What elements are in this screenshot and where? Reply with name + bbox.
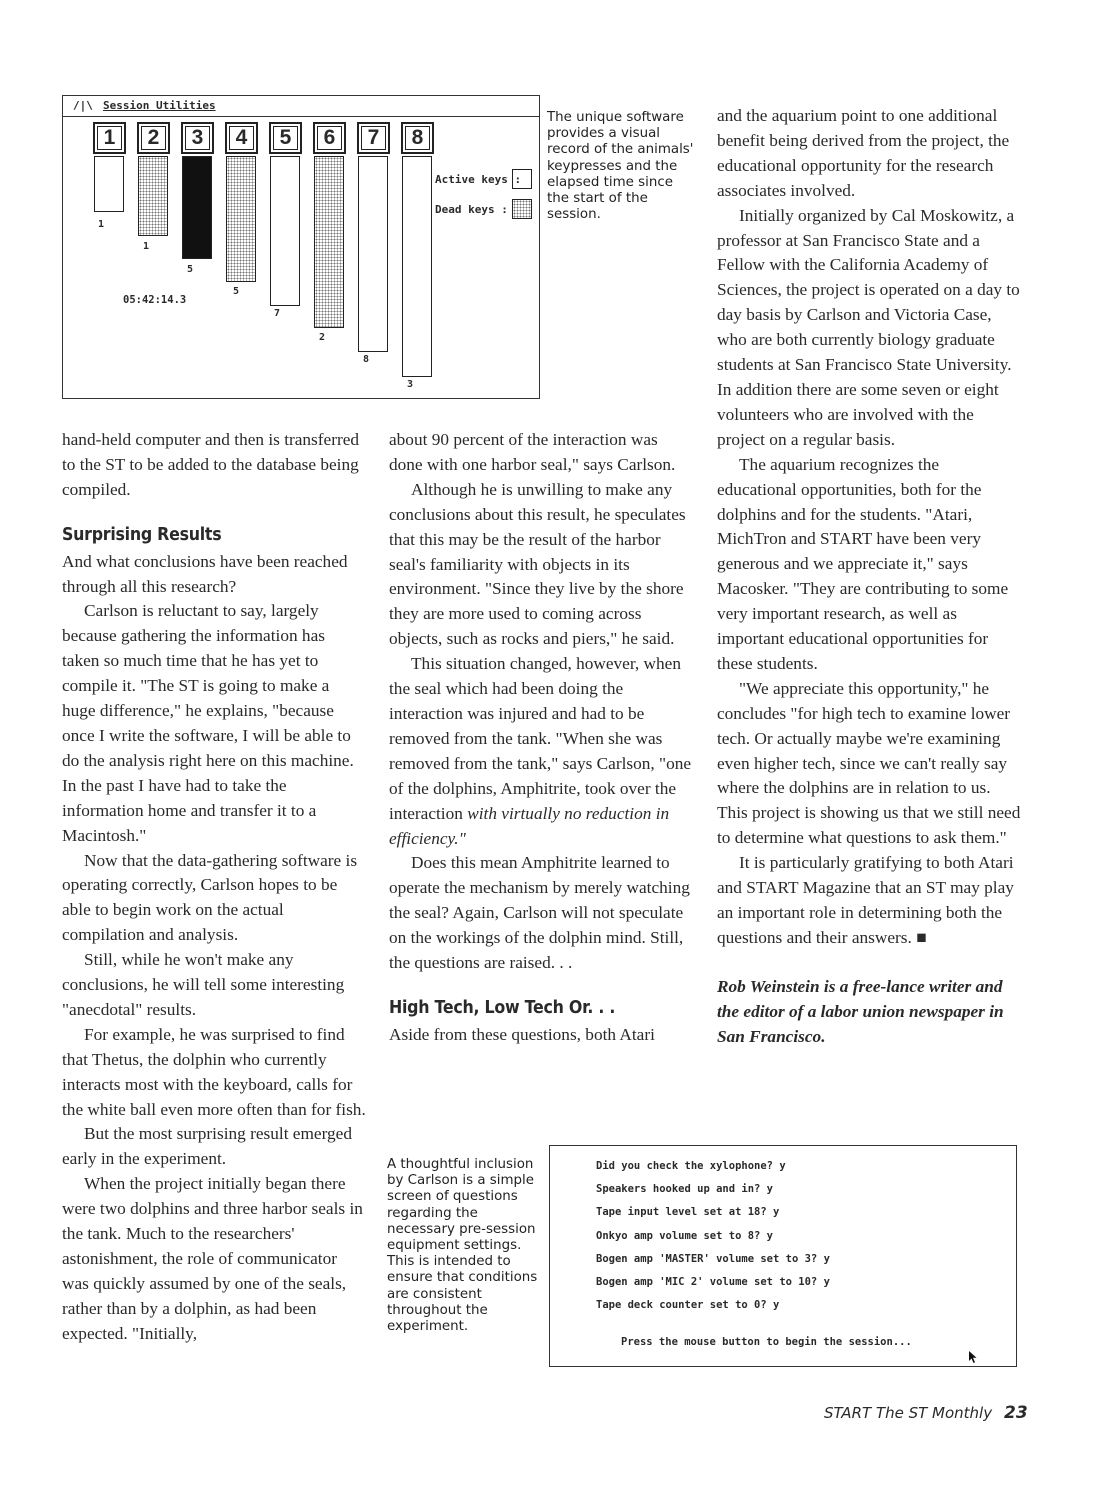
key-label-1: 1 [93,122,126,154]
paragraph: But the most surprising result emerged early in the experiment. [62,1124,352,1169]
active-keys-label: Active keys : [435,173,522,186]
key-count-3: 5 [187,264,194,275]
question-line: Tape deck counter set to 0? y [596,1299,780,1312]
key-label-2: 2 [137,122,170,154]
paragraph: Although he is unwilling to make any conclusions about this result, he speculates that this may be the result of the harbor seal's familiarity with objects in its environment. "Since they live by the shore they are more used to coming across objects, such as rocks and piers," he said. [389,479,686,649]
key-count-4: 5 [233,286,240,297]
section-heading: High Tech, Low Tech Or. . . [389,996,616,1018]
question-line: Did you check the xylophone? y [596,1160,786,1172]
key-bar-1 [94,156,124,212]
key-bar-2 [138,156,168,236]
key-bar-8 [402,156,432,377]
question-line: Bogen amp 'MIC 2' volume set to 10? y [596,1276,830,1288]
paragraph: It is particularly gratifying to both Atari and START Magazine that an ST may play an important role in determining both the questions and their answers. ■ [717,853,1014,947]
paragraph: Still, while he won't make any conclusions, he will tell some interesting "anecdotal" results. [62,950,345,1019]
key-bar-5 [270,156,300,306]
magazine-name: START The ST Monthly [824,1404,993,1422]
atari-logo-icon: /|\ [73,99,93,112]
key-bar-4 [226,156,256,282]
menu-bar [63,96,539,117]
mouse-pointer-icon [968,1350,978,1364]
paragraph: This situation changed, however, when the seal which had been doing the interaction was injured and had to be removed from the tank. "When she was removed from the tank," says Carlson, "one of the dolphins, Amphitrite, took over the interaction with virtually no reduction in efficiency." [389,654,692,848]
paragraph: Aside from these questions, both Atari [389,1024,655,1044]
paragraph: For example, he was surprised to find that Thetus, the dolphin who currently interacts most with the keyboard, calls for the white ball even more often than for fish. [62,1024,366,1119]
figure1-caption: The unique software provides a visual record of the animals' keypresses and the elapsed time since the start of the session. [547,110,694,223]
author-bio: Rob Weinstein is a free-lance writer and the editor of a labor union newspaper in San Francisco. [717,976,1004,1046]
pre-session-questions-screenshot [549,1145,1017,1367]
paragraph: When the project initially began there were two dolphins and three harbor seals in the tank. Much to the researchers' astonishment, the role of communicator was quickly assumed by one of the seals, rather than by a dolphin, as had been expected. "Initially, [62,1174,363,1343]
key-bar-3 [182,156,212,259]
paragraph: and the aquarium point to one additional benefit being derived from the project, the educational opportunity for the research associates involved. [717,106,1010,200]
question-line: Onkyo amp volume set to 8? y [596,1229,774,1242]
key-count-1: 1 [98,219,105,230]
key-label-5: 5 [269,122,302,154]
section-heading: Surprising Results [62,523,222,545]
start-prompt: Press the mouse button to begin the session... [621,1336,912,1348]
active-keys-swatch [512,169,532,189]
column-3 [717,104,1023,1050]
column-1 [62,428,366,1347]
paragraph: Initially organized by Cal Moskowitz, a professor at San Francisco State and a Fellow with the California Academy of Sciences, the project is operated on a day to day basis by Carlson and Victoria Case, who are both currently biology graduate students at San Francisco State University. In addition there are some seven or eight volunteers who are involved with the project on a regular basis. [717,205,1020,449]
paragraph: about 90 percent of the interaction was done with one harbor seal," says Carlson. [389,430,676,474]
paragraph: And what conclusions have been reached through all this research? [62,551,348,596]
paragraph: The aquarium recognizes the educational opportunities, both for the dolphins and for the students. "Atari, MichTron and START have been very generous and we appreciate it," says Macosker. "They are contributing to some very important research, as well as important educational opportunities for these students. [717,454,1009,673]
key-count-8: 3 [407,379,414,390]
dead-keys-label: Dead keys : [435,203,508,216]
key-count-5: 7 [274,308,281,319]
column-2 [389,428,695,1048]
key-label-6: 6 [313,122,346,154]
key-count-2: 1 [143,241,150,252]
question-line: Bogen amp 'MASTER' volume set to 3? y [596,1252,830,1265]
question-line: Tape input level set at 18? y [596,1206,780,1219]
key-label-4: 4 [225,122,258,154]
paragraph: Now that the data-gathering software is operating correctly, Carlson hopes to be able to begin work on the actual compilation and analysis. [62,850,358,945]
end-mark-icon: ■ [916,927,927,947]
page-number: 23 [1004,1403,1028,1423]
key-count-7: 8 [363,354,370,365]
paragraph: hand-held computer and then is transferred to the ST to be added to the database being compiled. [62,430,360,499]
question-line: Speakers hooked up and in? y [596,1183,774,1196]
key-bar-6 [314,156,344,328]
key-label-3: 3 [181,122,214,154]
paragraph: Does this mean Amphitrite learned to operate the mechanism by merely watching the seal? Again, Carlson will not speculate on the workings of the dolphin mind. Still, the questions are raised. . . [389,853,690,973]
session-utilities-screenshot [62,95,540,399]
key-label-7: 7 [357,122,390,154]
dead-keys-swatch [512,199,532,219]
key-count-6: 2 [319,332,326,343]
key-label-8: 8 [401,122,434,154]
key-bar-7 [358,156,388,352]
paragraph: "We appreciate this opportunity," he concludes "for high tech to examine lower tech. Or actually maybe we're examining even higher tech, since we can't really say where the dolphins are in relation to us. This project is showing us that we still need to determine what questions to ask them." [717,678,1021,848]
figure2-caption: A thoughtful inclusion by Carlson is a simple screen of questions regarding the necessary pre-session equipment settings. This is intended to ensure that conditions are consistent throughout the experiment. [387,1157,538,1335]
menu-title: Session Utilities [103,99,216,112]
elapsed-time: 05:42:14.3 [123,294,187,306]
paragraph: Carlson is reluctant to say, largely because gathering the information has taken so much time that he has yet to compile it. "The ST is going to make a huge difference," he explains, "because once I write the software, I will be able to do the analysis right here on this machine. In the past I have had to take the information home and transfer it to a Macintosh." [62,601,354,845]
